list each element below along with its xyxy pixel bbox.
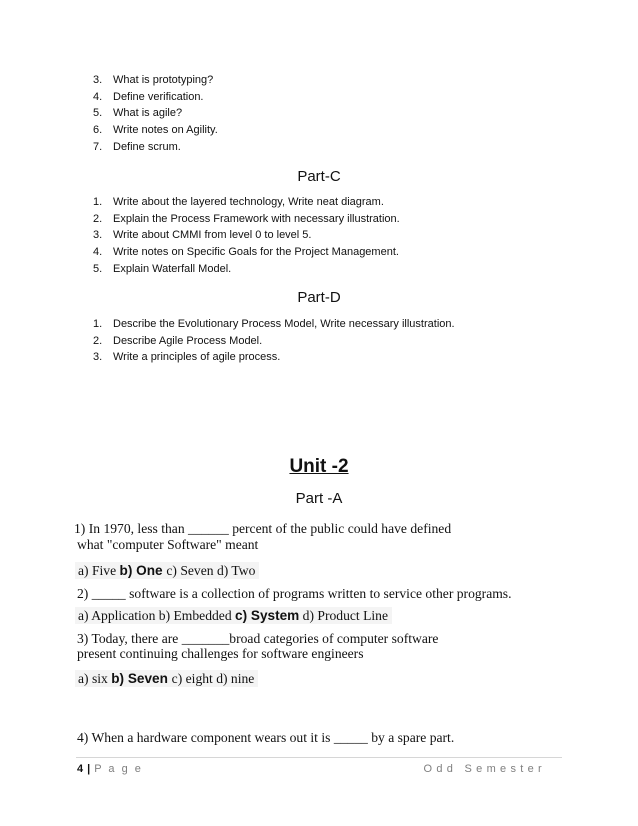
partc-heading: Part-C [297,168,341,185]
partb-question-list [93,72,218,156]
correct-answer: c) System [235,608,300,623]
partd-question-list [93,316,455,366]
question-3-options [75,671,258,687]
unit-title: Unit -2 [289,456,349,477]
partd-heading: Part-D [297,289,341,306]
footer-divider [76,757,562,758]
list-item: 2. Explain the Process Framework with necessary illustration. [93,212,400,225]
question-3-line-2: present continuing challenges for software engineers [77,646,364,661]
list-item: 4. Write notes on Specific Goals for the Project Management. [93,246,399,259]
question-1-line-1: 1) In 1970, less than ______ percent of the public could have defined [74,521,452,536]
semester-label: Odd Semester [423,763,546,775]
list-item: 7. Define scrum. [93,140,181,153]
list-item: 3. Write about CMMI from level 0 to level 5. [93,229,312,242]
question-4-line-1: 4) When a hardware component wears out it is _____ by a spare part. [77,730,455,745]
options-box: a) Five b) One c) Seven d) Two [75,562,259,579]
partc-question-list [93,194,400,278]
question-1-line-2: what "computer Software" meant [77,537,259,552]
list-item: 1. Write about the layered technology, Write neat diagram. [93,196,384,208]
list-item: 5. Explain Waterfall Model. [93,262,232,275]
correct-answer: b) Seven [111,671,172,686]
question-2-line-1: 2) _____ software is a collection of programs written to service other programs. [77,586,512,601]
list-item: 3. Write a principles of agile process. [93,351,281,364]
question-2-options [75,608,392,624]
footer-separator: | [87,763,91,775]
options-box: a) six b) Seven c) eight d) nine [75,670,258,687]
list-item: 3. What is prototyping? [93,74,214,86]
list-item: 4. Define verification. [93,90,204,103]
list-item: 2. Describe Agile Process Model. [93,334,263,347]
page-word: P a g e [94,763,143,775]
correct-answer: b) One [119,563,167,578]
part-a-heading: Part -A [295,490,343,507]
question-3-line-1: 3) Today, there are _______broad categories of computer software [77,631,439,646]
page-number: 4 [77,763,84,775]
list-item: 6. Write notes on Agility. [93,124,218,137]
list-item: 5. What is agile? [93,107,183,120]
options-box: a) Application b) Embedded c) System d) Product Line [75,607,392,624]
list-item: 1. Describe the Evolutionary Process Model, Write necessary illustration. [93,318,455,330]
footer-page-label [77,763,143,775]
question-1-options [75,563,259,579]
